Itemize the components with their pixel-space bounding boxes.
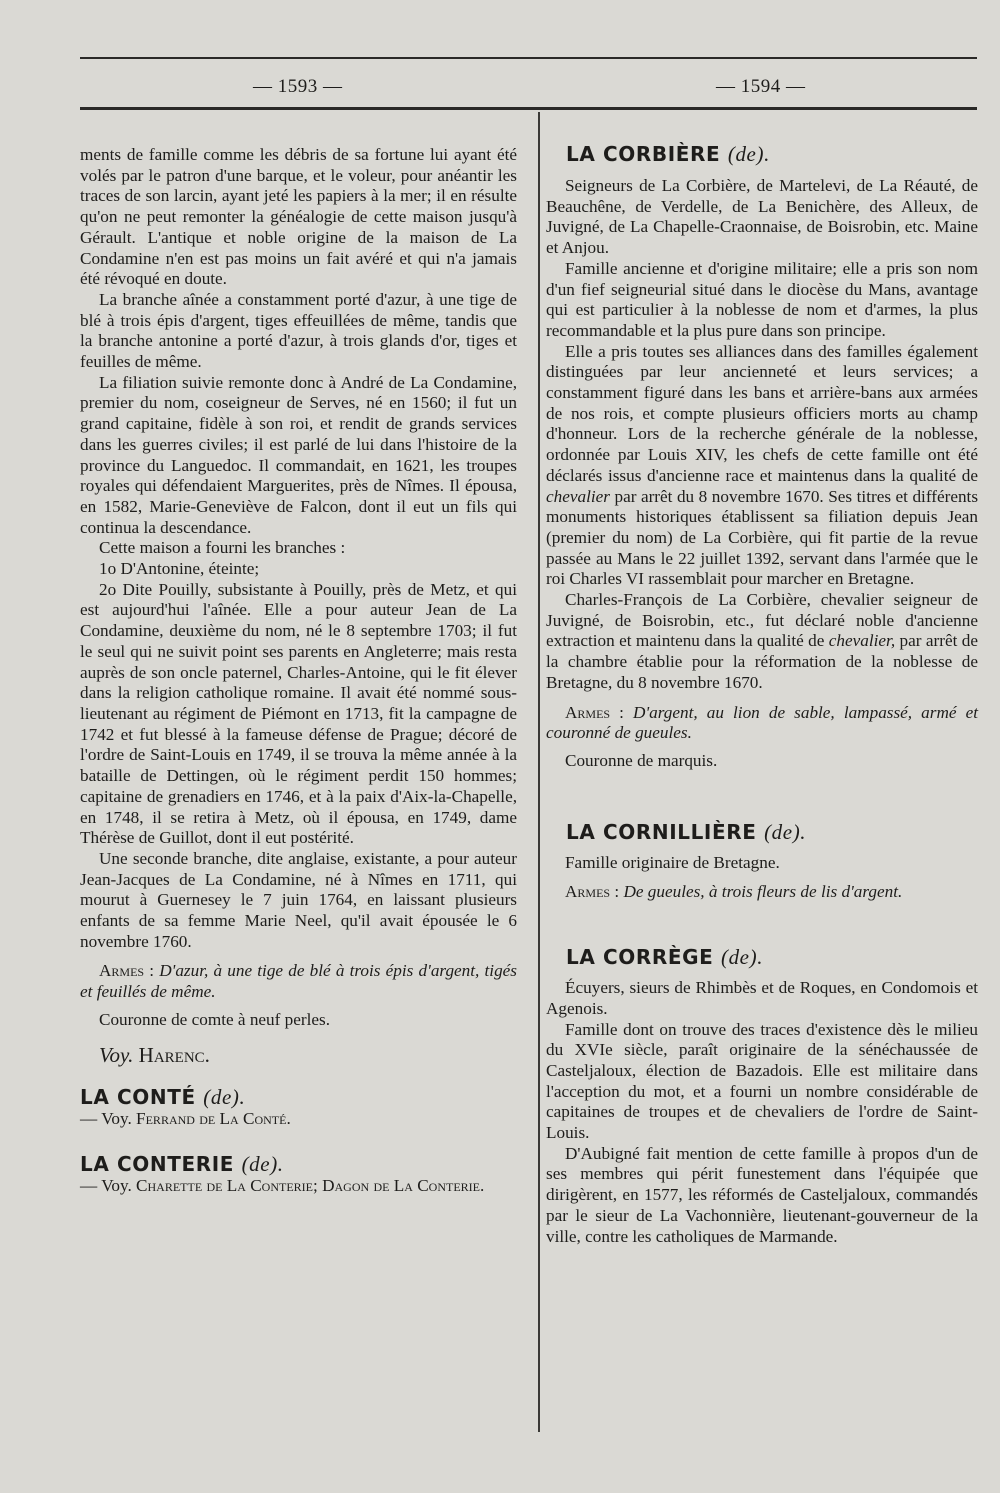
paragraph-correge-ecuyers: Écuyers, sieurs de Rhimbès et de Roques, en Condomois et Agenois. <box>546 978 978 1018</box>
armes-cornilliere <box>546 882 978 903</box>
voy-target: Harenc. <box>138 1042 210 1067</box>
entry-title-la-conte: LA CONTÉ (de). <box>80 1085 246 1110</box>
paragraph-branch-pouilly: 2o Dite Pouilly, subsistante à Pouilly, près de Metz, et qui est aujourd'hui l'aînée. Elle a pour auteur Jean de La Condamine, deuxième du nom, né le 8 septembre 1703; il fut le seul qui ne suivit point ses parents en Angleterre; mais resta auprès de son oncle paternel, Charles-Antoine, qui le fit élever dans la religion catholique romaine. Il avait été nommé sous-lieutenant au régiment de Piémont en 1713, fit la campagne de 1742 et fut blessé à la fameuse défense de Prague; décoré de l'ordre de Saint-Louis en 1749, il se trouva la même année à la bataille de Dettingen, où le régiment perdit 150 hommes; capitaine de grenadiers en 1746, et à la paix d'Aix-la-Chapelle, en 1748, il se retira à Metz, où il épousa, en 1749, dame Thérèse de Guillot, dont il eut postérité. <box>80 579 517 848</box>
header-rule-bottom <box>80 107 977 110</box>
header-rule-top <box>80 57 977 59</box>
right-column <box>546 176 978 1247</box>
armes-text: D'azur, à une tige de blé à trois épis d'argent, tigés et feuillés de même. <box>80 961 517 1002</box>
paragraph-correge-aubigne: D'Aubigné fait mention de cette famille à propos d'un de ses membres qui périt funestement dans l'équipée que dirigèrent, en 1577, les réformés de Casteljaloux, commandés par le sieur de La Vachonnière, lieutenant-gouverneur de la ville, contre les catholiques de Marmande. <box>546 1143 978 1246</box>
paragraph-cornilliere: Famille originaire de Bretagne. <box>565 852 780 872</box>
paragraph-corbiere-charles-francois: Charles-François de La Corbière, chevalier seigneur de Juvigné, de Boisrobin, etc., fut déclaré noble d'ancienne extraction et maintenu dans la qualité de chevalier, par arrêt de la chambre établie pour la réformation de la noblesse de Bretagne, du 8 novembre 1670. <box>546 590 978 692</box>
paragraph-corbiere-alliances: Elle a pris toutes ses alliances dans des familles également distinguées par leur ancienneté et leurs services; a constamment figuré dans les bans et arrière-bans aux armées de nos rois, et compte plusieurs officiers morts au champ d'honneur. Lors de la recherche générale de la noblesse, ordonnée par Louis XIV, les chefs de cette famille ont été déclarés issus d'ancienne race et maintenus dans la qualité de chevalier par arrêt du 8 novembre 1670. Ses titres et différents monuments historiques établissent sa filiation depuis Jean (premier du nom) de La Corbière, qui fit partie de la revue passée au Mans le 22 juillet 1392, servant dans l'armée que le roi Charles VI rassemblait pour marcher en Bretagne. <box>546 341 979 589</box>
page-number-right: — 1594 — <box>716 76 806 97</box>
paragraph-correge-famille: Famille dont on trouve des traces d'existence dès le milieu du XVIe siècle, paraît originaire de la sénéchaussée de Casteljaloux, élection de Bazadois. Elle est militaire dans l'acception du mot, et a fourni un nombre considérable de capitaines de troupes et de chevaliers de l'ordre de Saint-Louis. <box>546 1019 978 1143</box>
armes-text: De gueules, à trois fleurs de lis d'argent. <box>623 882 903 902</box>
paragraph-corbiere-famille: Famille ancienne et d'origine militaire; elle a pris son nom d'un fief seigneurial situé dans le diocèse du Mans, avantage qui est particulier à la noblesse de nom et d'armes, la plus recommandable et la plus pure dans son principe. <box>546 258 978 340</box>
paragraph-branches-intro: Cette maison a fourni les branches : <box>99 538 346 558</box>
entry-title-la-conterie: LA CONTERIE (de). <box>80 1151 284 1176</box>
paragraph-branch-anglaise: Une seconde branche, dite anglaise, existante, a pour auteur Jean-Jacques de La Condamine, né à Nîmes en 1711, qui mourut à Guernesey le 7 juin 1764, en laissant plusieurs enfants de sa femme Marie Neel, qu'il avait épousée le 6 novembre 1760. <box>80 848 517 951</box>
xref-target: Ferrand de La Conté. <box>136 1109 291 1129</box>
armes-text: D'argent, au lion de sable, lampassé, armé et couronné de gueules. <box>546 702 978 743</box>
entry-title-la-corbiere: LA CORBIÈRE (de). <box>566 142 770 166</box>
page-number-left: — 1593 — <box>253 76 343 97</box>
left-column: ments de famille comme les débris de sa fortune lui ayant été volés par le patron d'une barque, et le voleur, pour anéantir les traces de son larcin, ayant jeté les papiers à la mer; il en résulte qu'on ne peut remonter la généalogie de cette maison jusqu'à Gérault. L'antique et noble origine de la maison de La Condamine n'en est pas moins un fait avéré et qui n'a jamais été révoqué en doute. La branche aînée a constamment porté d'azur, à une tige de blé à trois épis d'argent, tiges effeuillées de même, tandis que la branche antonine a porté d'azur, à trois glands d'or, tiges et feuilles de même. La filiation suivie remonte donc à André de La Condamine, premier du nom, coseigneur de Serves, né en 1560; il fut un grand capitaine, fidèle à son roi, et rendit de grands services dans les guerres civiles; il est parlé de lui dans l'histoire de la province du Languedoc. Il commandait, en 1621, les troupes royales qui défendaient Marguerites, près de Nîmes. Il épousa, en 1582, Marie-Geneviève de Falcon, dont il eut un fils qui continua la descendance. Cette maison a fourni les branches : 1o D'Antonine, éteinte; 2o Dite Pouilly, subsistante à Pouilly, près de Metz, et qui est aujourd'hui l'aînée. Elle a pour auteur Jean de La Condamine, deuxième du nom, né le 8 septembre 1703; il fut le seul qui ne suivit point ses parents en Angleterre; mais resta auprès de son oncle paternel, Charles-Antoine, qui le fit élever dans la religion catholique romaine. Il avait été nommé sous-lieutenant au régiment de Piémont en 1713, fit la campagne de 1742 et fut blessé à la fameuse défense de Prague; décoré de l'ordre de Saint-Louis en 1749, il se trouva la même année à la bataille de Dettingen, où le régiment perdit 150 hommes; capitaine de grenadiers en 1746, et à la paix d'Aix-la-Chapelle, en 1748, il se retira à Metz, où il épousa, en 1749, dame Thérèse de Guillot, dont il eut postérité. Une seconde branche, dite anglaise, existante, a pour auteur Jean-Jacques de La Condamine, né à Nîmes en 1711, qui mourut à Guernesey le 7 juin 1764, en laissant plusieurs enfants de sa femme Marie Neel, qu'il avait épousée le 6 novembre 1760. Armes : D'azur, à une tige de blé à trois épis d'argent, tigés et feuillés de même. Couronne de comte à neuf perles. Voy. Harenc. LA CONTÉ (de). — Voy. Ferrand de La Conté. LA CONTERIE (de). — Voy. Charette de La Conterie; Dagon de La Conterie. <box>80 145 517 1195</box>
couronne-condamine: Couronne de comte à neuf perles. <box>99 1009 330 1029</box>
couronne-corbiere: Couronne de marquis. <box>565 750 718 770</box>
paragraph-filiation: La filiation suivie remonte donc à André de La Condamine, premier du nom, coseigneur de Serves, né en 1560; il fut un grand capitaine, fidèle à son roi, et rendit de grands services dans les guerres civiles; il est parlé de lui dans l'histoire de la province du Languedoc. Il commandait, en 1621, les troupes royales qui défendaient Marguerites, près de Nîmes. Il épousa, en 1582, Marie-Geneviève de Falcon, dont il eut un fils qui continua la descendance. <box>80 372 517 537</box>
entry-title-la-cornilliere: LA CORNILLIÈRE (de). <box>566 819 807 844</box>
armes-condamine <box>80 961 517 1002</box>
see-also-harenc <box>80 1042 517 1067</box>
paragraph-branch-antonine: 1o D'Antonine, éteinte; <box>99 559 260 579</box>
paragraph-continuation: ments de famille comme les débris de sa fortune lui ayant été volés par le patron d'une barque, et le voleur, pour anéantir les traces de son larcin, ayant jeté les papiers à la mer; il en résulte qu'on ne peut remonter la généalogie de cette maison jusqu'à Gérault. L'antique et noble origine de la maison de La Condamine n'en est pas moins un fait avéré et qui n'a jamais été révoqué en doute. <box>80 145 517 289</box>
armes-label: Armes : <box>565 702 624 722</box>
armes-label: Armes : <box>565 882 620 902</box>
xref-target: Charette de La Conterie; Dagon de La Conterie. <box>136 1175 485 1195</box>
armes-corbiere <box>546 703 978 744</box>
armes-label: Armes : <box>99 961 155 981</box>
paragraph-corbiere-seigneurs: Seigneurs de La Corbière, de Martelevi, de La Réauté, de Beauchêne, de Verdelle, de La Benichère, des Alleux, de Juvigné, de La Chapelle-Craonnaise, de Boisrobin, etc. Maine et Anjou. <box>546 176 978 258</box>
entry-title-la-correge: LA CORRÈGE (de). <box>566 945 764 970</box>
voy-word: Voy. <box>99 1042 134 1067</box>
paragraph-branches-arms: La branche aînée a constamment porté d'azur, à une tige de blé à trois épis d'argent, tiges effeuillées de même, tandis que la branche antonine a porté d'azur, à trois glands d'or, tiges et feuilles de même. <box>80 289 517 372</box>
column-divider <box>538 112 540 1432</box>
